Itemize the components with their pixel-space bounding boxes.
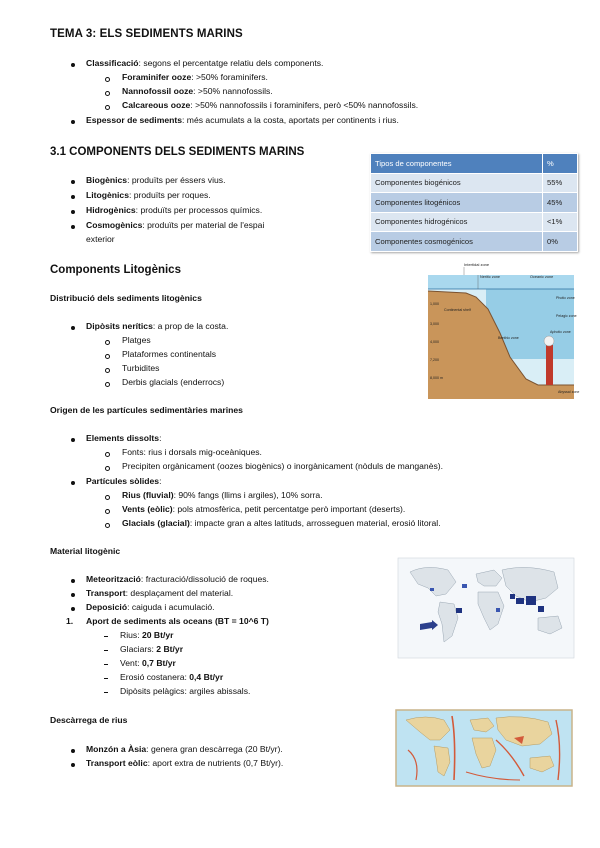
components-table [370, 153, 578, 252]
term: Nannofossil ooze [122, 86, 194, 96]
list-item-continuation: exterior [86, 234, 115, 244]
list-item [86, 476, 161, 487]
sub-bullet [105, 105, 110, 110]
list-item [120, 630, 174, 641]
definition: : 90% fangs (llims i argiles), 10% sorra. [173, 490, 323, 500]
list-item [86, 321, 228, 332]
list-item [86, 588, 233, 599]
term: Litogènics [86, 190, 129, 200]
list-item [122, 72, 268, 83]
dash-bullet [104, 664, 108, 665]
definition: : segons el percentatge relatiu dels components. [138, 58, 324, 68]
list-item [120, 658, 176, 669]
term: Classificació [86, 58, 139, 68]
depth-label: 7,200 [430, 358, 439, 362]
term: Transport eòlic [86, 758, 148, 768]
definition: : produïts per material de l'espai [142, 220, 265, 230]
value: 20 Bt/yr [141, 630, 174, 640]
term: Meteorització [86, 574, 141, 584]
list-item [120, 686, 250, 697]
table-header: % [543, 154, 578, 174]
label: Vent: [120, 658, 142, 668]
list-item [122, 100, 418, 111]
table-row [371, 212, 578, 232]
bullet [71, 481, 75, 485]
sub-bullet [105, 368, 110, 373]
table-row [371, 232, 578, 252]
zone-label: Intertidal zone [464, 262, 490, 267]
zone-label: Continental shelf [444, 308, 471, 312]
list-item [122, 518, 441, 529]
bullet [71, 195, 75, 199]
term: Transport [86, 588, 126, 598]
definition: : produïts per éssers vius. [127, 175, 226, 185]
list-item: Turbidites [122, 363, 160, 373]
definition: : >50% nannofossils. [193, 86, 273, 96]
definition: : [159, 433, 162, 443]
table-cell: 0% [543, 232, 578, 252]
table-cell: 45% [543, 193, 578, 213]
bullet [71, 120, 75, 124]
list-item: Fonts: rius i dorsals mig-oceàniques. [122, 447, 262, 457]
bullet [71, 180, 75, 184]
definition: : a prop de la costa. [152, 321, 229, 331]
list-item [86, 602, 215, 613]
sub-bullet [105, 340, 110, 345]
term: Rius (fluvial) [122, 490, 174, 500]
sub-bullet [105, 354, 110, 359]
list-item [86, 115, 399, 126]
list-item: Aport de sediments als oceans (BT = 10^6 T) [86, 616, 269, 626]
definition: : desplaçament del material. [125, 588, 234, 598]
list-item: Plataformes continentals [122, 349, 217, 359]
list-item: Precipiten orgànicament (oozes biogènics) o inorgànicament (nòduls de manganès). [122, 461, 444, 471]
table-row [371, 173, 578, 193]
label: Erosió costanera: [120, 672, 190, 682]
sub-bullet [105, 382, 110, 387]
bullet [71, 593, 75, 597]
bullet [71, 438, 75, 442]
depth-label: 3,000 [430, 322, 439, 326]
bullet [71, 63, 75, 67]
value: 2 Bt/yr [156, 644, 184, 654]
bullet [71, 749, 75, 753]
bullet [71, 763, 75, 767]
zone-label: Neritic zone [480, 275, 501, 279]
section-heading: 3.1 COMPONENTS DELS SEDIMENTS MARINS [50, 146, 305, 158]
zone-label: Abyssal zone [558, 390, 580, 394]
list-item [86, 58, 323, 69]
zone-label: Pelagic zone [556, 314, 577, 318]
subsection-heading: Origen de les partícules sedimentàries marines [50, 405, 243, 415]
bullet [71, 607, 75, 611]
table-cell: <1% [543, 212, 578, 232]
subsection-heading: Distribució dels sediments litogènics [50, 293, 202, 303]
list-item [86, 175, 225, 186]
definition: : més acumulats a la costa, aportats per continents i rius. [182, 115, 399, 125]
depth-label: 8,000 m [430, 376, 443, 380]
sub-bullet [105, 452, 110, 457]
term: Partícules sòlides [86, 476, 160, 486]
ocean-zones-diagram [418, 261, 580, 401]
table-cell: Componentes biogénicos [371, 173, 543, 193]
definition: : >50% nannofossils i foraminifers, però <50% nannofossils. [190, 100, 419, 110]
label: Rius: [120, 630, 142, 640]
table-header: Tipos de componentes [371, 154, 543, 174]
river-discharge-map [396, 710, 572, 786]
definition: : genera gran descàrrega (20 Bt/yr). [146, 744, 283, 754]
definition: : [159, 476, 162, 486]
list-item [122, 504, 405, 515]
sub-bullet [105, 91, 110, 96]
list-item [122, 490, 323, 501]
zone-label: Oceanic zone [530, 275, 554, 279]
table-cell: Componentes litogénicos [371, 193, 543, 213]
definition: : aport extra de nutrients (0,7 Bt/yr). [147, 758, 284, 768]
depth-label: 4,000 [430, 340, 439, 344]
term: Biogènics [86, 175, 128, 185]
list-item [120, 644, 183, 655]
value: 0,7 Bt/yr [141, 658, 176, 668]
table-row [371, 193, 578, 213]
subsection-heading: Descàrrega de rius [50, 715, 128, 725]
list-item [86, 190, 211, 201]
zone-label: Aphotic zone [550, 330, 571, 334]
list-item [86, 433, 161, 444]
zone-label: Photic zone [556, 296, 575, 300]
list-item: Platges [122, 335, 151, 345]
definition: : fracturació/dissolució de roques. [140, 574, 269, 584]
term: Glacials (glacial) [122, 518, 190, 528]
definition: : caiguda i acumulació. [127, 602, 215, 612]
dash-bullet [104, 678, 108, 679]
term: Monzón a Àsia [86, 744, 147, 754]
term: Dipòsits nerítics [86, 321, 153, 331]
dash-bullet [104, 692, 108, 693]
table-cell: 55% [543, 173, 578, 193]
section-heading: Components Litogènics [50, 264, 181, 276]
table-cell: Componentes hidrogénicos [371, 212, 543, 232]
subsection-heading: Material litogènic [50, 546, 121, 556]
table-cell: Componentes cosmogénicos [371, 232, 543, 252]
list-item [86, 758, 283, 769]
zone-label: Benthic zone [498, 336, 519, 340]
sub-bullet [105, 523, 110, 528]
label: Glaciars: [120, 644, 157, 654]
list-item: Derbis glacials (enderrocs) [122, 377, 225, 387]
term: Hidrogènics [86, 205, 136, 215]
list-item [86, 574, 269, 585]
definition: : produïts per processos químics. [135, 205, 263, 215]
value: 0,4 Bt/yr [189, 672, 224, 682]
bullet [71, 225, 75, 229]
list-item [86, 205, 262, 216]
sub-bullet [105, 77, 110, 82]
list-number: 1. [66, 616, 74, 626]
depth-label: 1,000 [430, 302, 439, 306]
sub-bullet [105, 509, 110, 514]
sub-bullet [105, 495, 110, 500]
definition: : impacte gran a altes latituds, arrosseguen material, erosió litoral. [189, 518, 441, 528]
list-item [122, 86, 273, 97]
list-item [86, 744, 283, 755]
sub-bullet [105, 466, 110, 471]
term: Elements dissolts [86, 433, 160, 443]
definition: : pols atmosfèrica, petit percentatge però important (deserts). [172, 504, 406, 514]
sediment-input-map [398, 558, 574, 658]
bullet [71, 210, 75, 214]
term: Foraminifer ooze [122, 72, 192, 82]
bullet [71, 579, 75, 583]
definition: : produïts per roques. [128, 190, 211, 200]
definition: : >50% foraminifers. [191, 72, 268, 82]
term: Calcareous ooze [122, 100, 191, 110]
term: Deposició [86, 602, 128, 612]
term: Vents (eòlic) [122, 504, 173, 514]
dash-bullet [104, 650, 108, 651]
term: Cosmogènics [86, 220, 143, 230]
term: Espessor de sediments [86, 115, 183, 125]
list-item [86, 220, 264, 231]
bullet [71, 326, 75, 330]
label: Dipòsits pelàgics: argiles abissals. [120, 686, 251, 696]
dash-bullet [104, 636, 108, 637]
page-title: TEMA 3: ELS SEDIMENTS MARINS [50, 28, 243, 40]
list-item [120, 672, 223, 683]
